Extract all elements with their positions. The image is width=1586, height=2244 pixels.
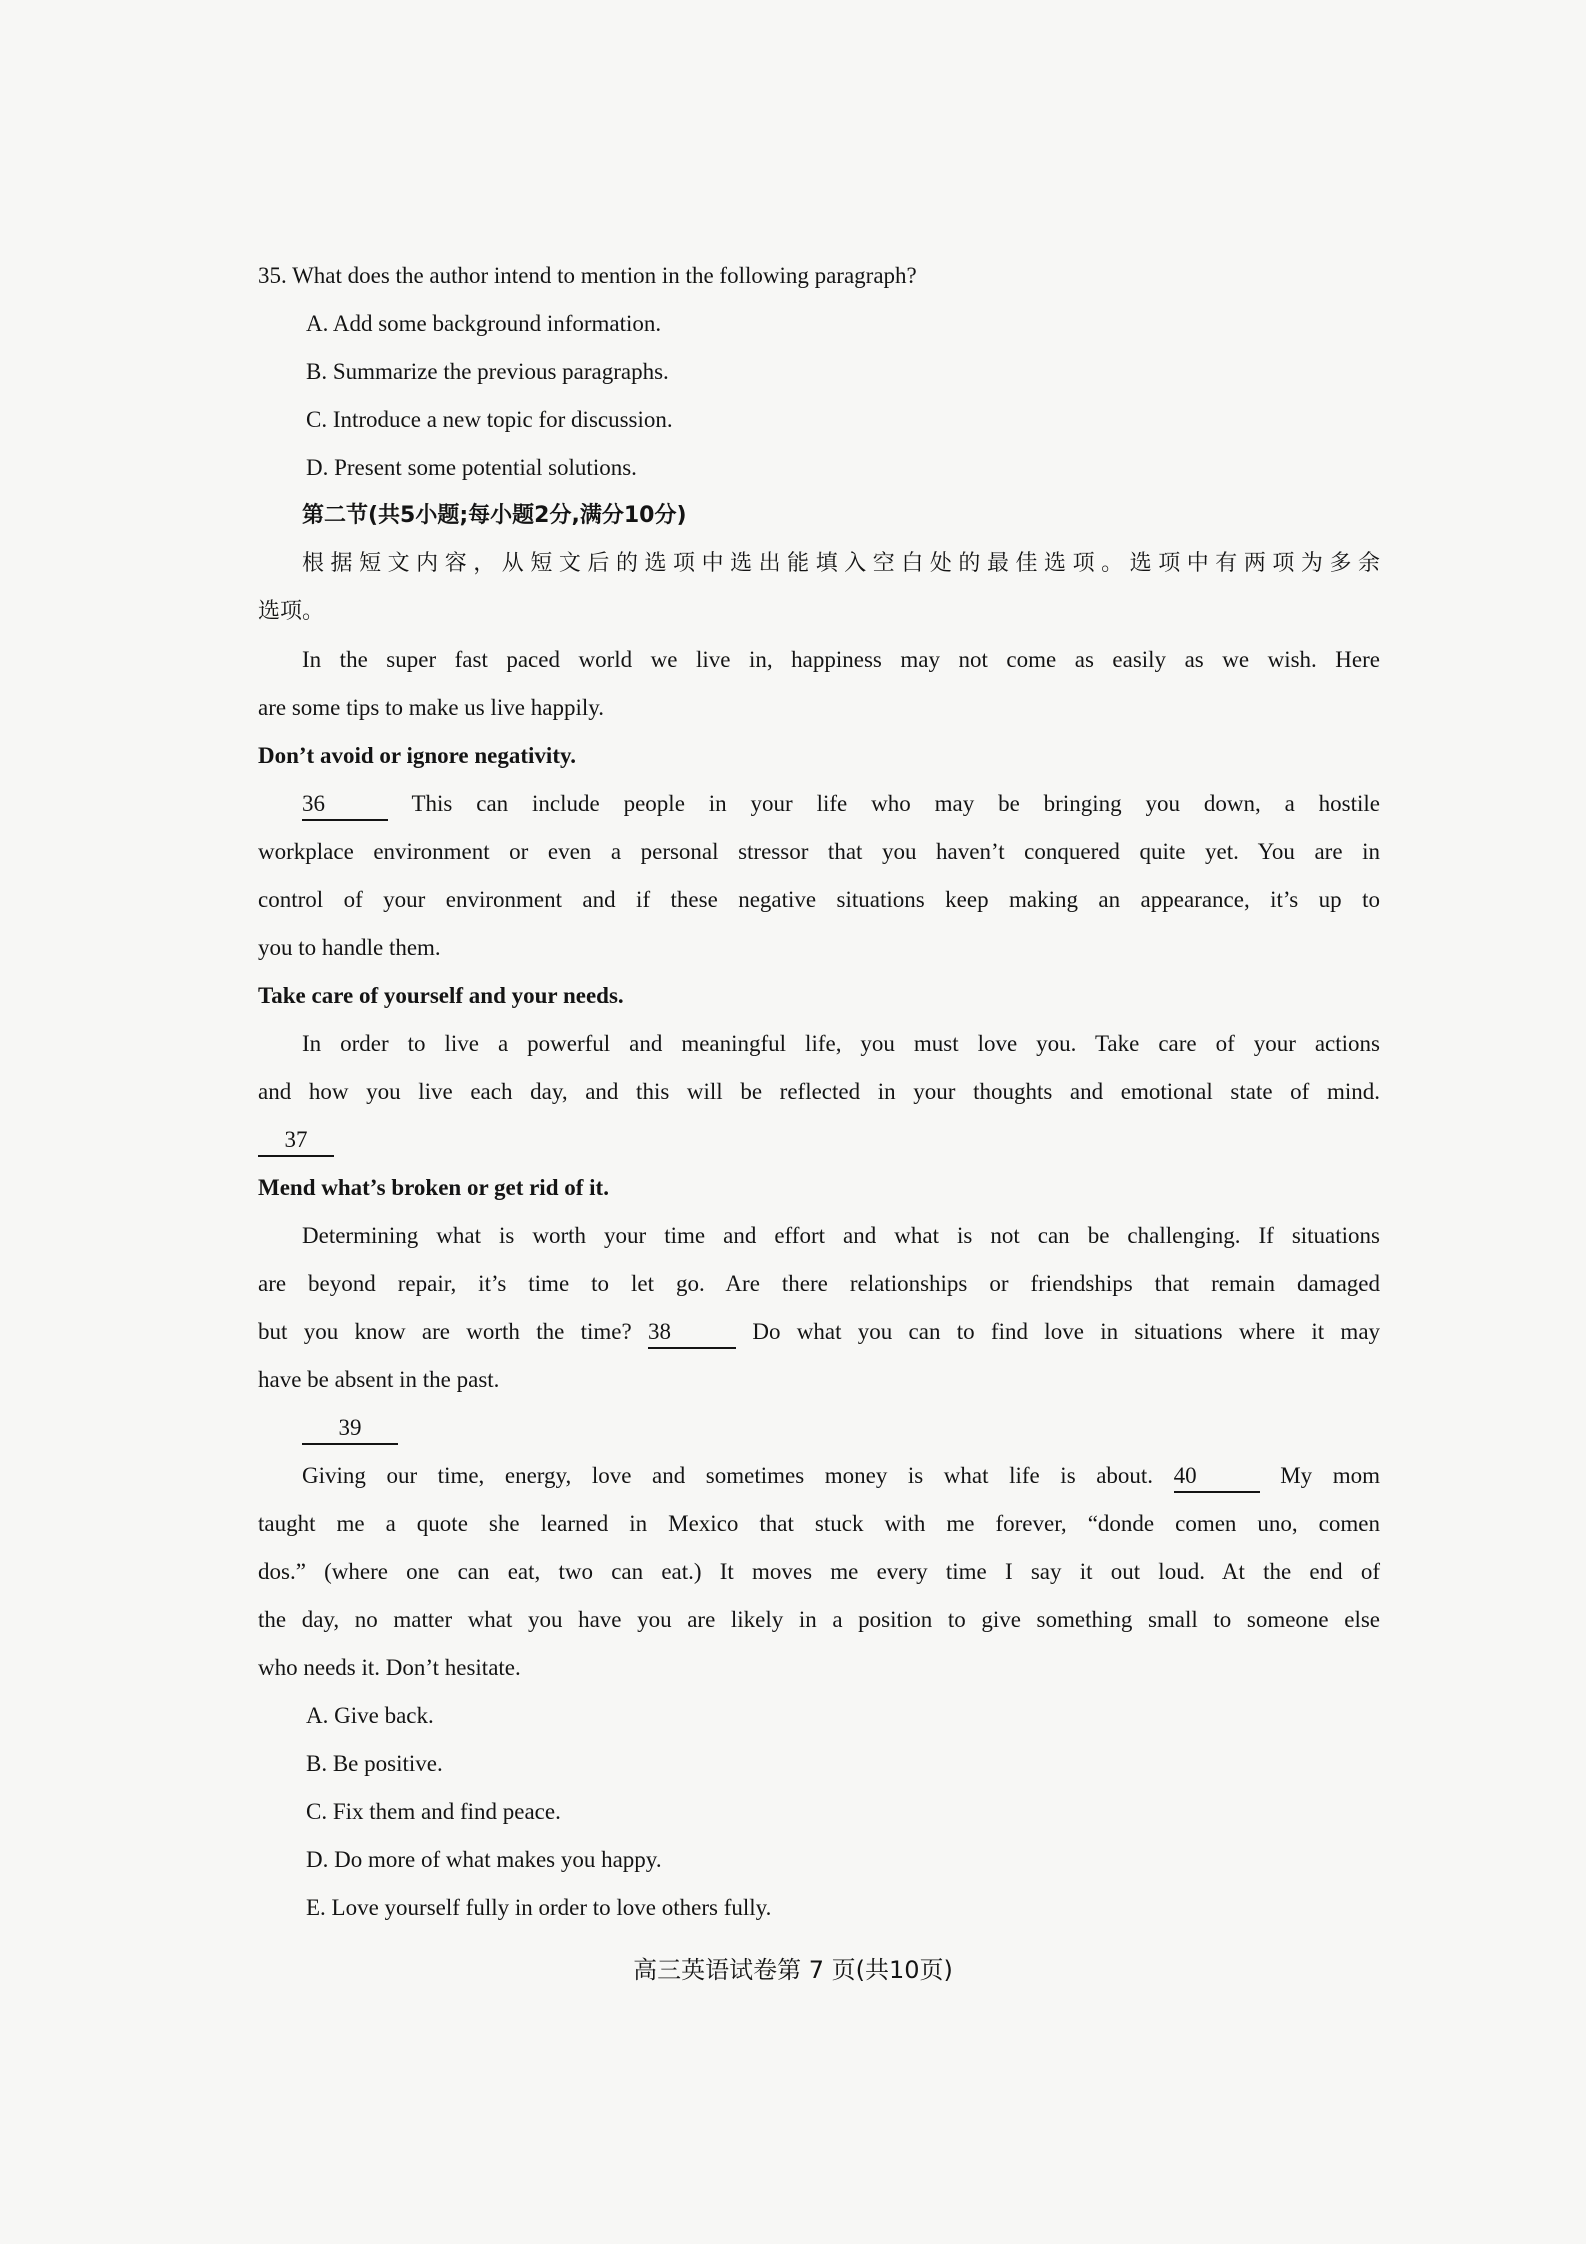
q35-option-c: C. Introduce a new topic for discussion. bbox=[306, 407, 673, 432]
heading-2: Take care of yourself and your needs. bbox=[258, 983, 624, 1008]
paragraph-4-line-3: dos.” (where one can eat, two can eat.) It moves me every time I say it out loud. At the end of bbox=[258, 1559, 1380, 1584]
paragraph-3-line-3-text-b: Do what you can to find love in situations where it may bbox=[752, 1319, 1381, 1344]
heading-3: Mend what’s broken or get rid of it. bbox=[258, 1175, 609, 1200]
paragraph-2-line-2: and how you live each day, and this will be reflected in your thoughts and emotional state of mind. bbox=[258, 1079, 1380, 1104]
paragraph-3-line-3-text-a: but you know are worth the time? bbox=[258, 1319, 632, 1344]
paragraph-1-line-4: you to handle them. bbox=[258, 935, 441, 960]
paragraph-4-line-1 bbox=[258, 1452, 1380, 1500]
paragraph-3-line-3 bbox=[258, 1308, 1380, 1356]
blank-39-line bbox=[258, 1404, 1380, 1452]
blank-36: 36 bbox=[302, 789, 388, 821]
page-footer: 高三英语试卷第 7 页(共10页) bbox=[633, 1956, 953, 1984]
passage-intro-line-2: are some tips to make us live happily. bbox=[258, 695, 604, 720]
paragraph-2-line-1: In order to live a powerful and meaningful life, you must love you. Take care of your actions bbox=[302, 1031, 1380, 1056]
paragraph-1-line-2: workplace environment or even a personal stressor that you haven’t conquered quite yet. You are in bbox=[258, 839, 1380, 864]
q35-option-b: B. Summarize the previous paragraphs. bbox=[306, 359, 669, 384]
paragraph-1-line-1 bbox=[258, 780, 1380, 828]
choice-e: E. Love yourself fully in order to love others fully. bbox=[306, 1895, 772, 1920]
choice-c: C. Fix them and find peace. bbox=[306, 1799, 561, 1824]
blank-38: 38 bbox=[648, 1317, 736, 1349]
passage-intro-line-1: In the super fast paced world we live in, happiness may not come as easily as we wish. Here bbox=[302, 647, 1380, 672]
choice-a: A. Give back. bbox=[306, 1703, 434, 1728]
blank-39: 39 bbox=[302, 1413, 398, 1445]
paragraph-1-line-3: control of your environment and if these negative situations keep making an appearance, it’s up to bbox=[258, 887, 1380, 912]
q35-option-a: A. Add some background information. bbox=[306, 311, 662, 336]
section-2-instruction-line-1: 根据短文内容，从短文后的选项中选出能填入空白处的最佳选项。选项中有两项为多余 bbox=[302, 551, 1380, 576]
section-2-instruction-line-2: 选项。 bbox=[258, 599, 325, 624]
heading-1: Don’t avoid or ignore negativity. bbox=[258, 743, 576, 768]
paragraph-4-line-1-text-a: Giving our time, energy, love and sometimes money is what life is about. bbox=[302, 1463, 1154, 1488]
question-35-stem: 35. What does the author intend to mention in the following paragraph? bbox=[258, 263, 917, 288]
blank-40: 40 bbox=[1174, 1461, 1260, 1493]
q35-option-d: D. Present some potential solutions. bbox=[306, 455, 637, 480]
paragraph-1-line-1-text: This can include people in your life who may be bringing you down, a hostile bbox=[411, 791, 1380, 816]
paragraph-4-line-5: who needs it. Don’t hesitate. bbox=[258, 1655, 521, 1680]
paragraph-3-line-2: are beyond repair, it’s time to let go. Are there relationships or friendships that remain damaged bbox=[258, 1271, 1380, 1296]
paragraph-4-line-2: taught me a quote she learned in Mexico that stuck with me forever, “donde comen uno, comen bbox=[258, 1511, 1380, 1536]
paragraph-4-line-1-text-b: My mom bbox=[1280, 1463, 1381, 1488]
blank-37: 37 bbox=[258, 1125, 334, 1157]
paragraph-4-line-4: the day, no matter what you have you are likely in a position to give something small to someone else bbox=[258, 1607, 1380, 1632]
choice-d: D. Do more of what makes you happy. bbox=[306, 1847, 662, 1872]
choice-b: B. Be positive. bbox=[306, 1751, 443, 1776]
section-2-title: 第二节(共5小题;每小题2分,满分10分) bbox=[302, 503, 687, 528]
paragraph-3-line-4: have be absent in the past. bbox=[258, 1367, 500, 1392]
exam-page bbox=[258, 252, 1380, 1932]
paragraph-3-line-1: Determining what is worth your time and effort and what is not can be challenging. If situations bbox=[302, 1223, 1380, 1248]
blank-37-line bbox=[258, 1116, 1380, 1164]
